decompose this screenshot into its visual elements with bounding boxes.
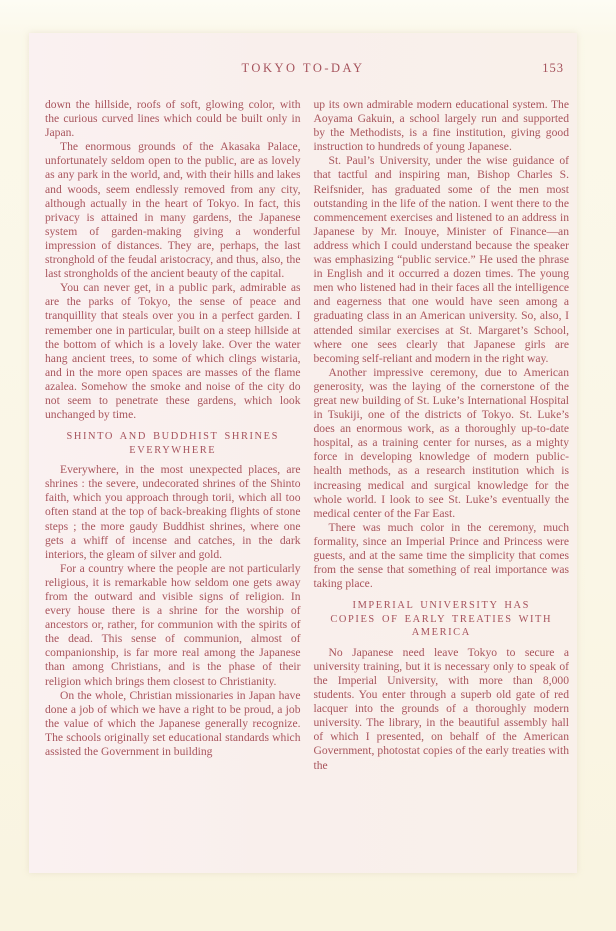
page-header: [29, 61, 577, 77]
column-right: [314, 98, 570, 773]
section-heading: SHINTO AND BUDDHIST SHRINES EVERYWHERE: [66, 431, 279, 456]
paragraph: up its own admirable modern educational system. The Aoyama Gakuin, a school largely run and supported by the Methodists, is a fine institution, giving good instruction to hundreds of young Japanese.: [313, 98, 569, 154]
paragraph: For a country where the people are not particularly religious, it is remarkable how seldom one gets away from the outward and visible signs of religion. In every house there is a shrine for the worship of ancestors or, rather, for communion with the spirits of the dead. This sense of communion, almost of companionship, is far more real among the Japanese than among Christians, and is the phase of their religion which brings them closest to Christianity.: [45, 561, 301, 688]
paragraph: No Japanese need leave Tokyo to secure a university training, but it is necessary only to speak of the Imperial University, with more than 8,000 students. You enter through a superb old gate of red lacquer into the grounds of a thoroughly modern university. The library, in the beautiful assembly hall of which I presented, on behalf of the American Government, photostat copies of the early treaties with the: [313, 645, 569, 772]
running-head: TOKYO TO-DAY: [241, 61, 365, 75]
paragraph: Another impressive ceremony, due to American generosity, was the laying of the cornerstone of the great new building of St. Luke’s International Hospital in Tsukiji, one of the districts of Tokyo. St. Luke’s does an enormous work, as a thoroughly up-to-date hospital, as a training center for nurses, as a mighty force in developing knowledge of modern public-health methods, as a research institution which is increasing medical and surgical knowledge for the whole world. I look to see St. Luke’s eventually the medical center of the Far East.: [313, 365, 569, 520]
paragraph: You can never get, in a public park, admirable as are the parks of Tokyo, the sense of peace and tranquillity that steals over you in a perfect garden. I remember one in particular, built on a steep hillside at the bottom of which is a lovely lake. Over the water hang ancient trees, to some of which clings wistaria, and in the more open spaces are masses of the flame azalea. Somehow the smoke and noise of the city do not seem to penetrate these gardens, which look unchanged by time.: [45, 281, 301, 422]
paragraph: On the whole, Christian missionaries in Japan have done a job of which we have a right to be proud, a job the value of which the Japanese generally recognize. The schools originally set educational standards which assisted the Government in building: [45, 688, 301, 759]
paragraph: The enormous grounds of the Akasaka Palace, unfortunately seldom open to the public, are as lovely as any park in the world, and, with their hills and lakes and woods, seem endlessly removed from any city, although actually in the heart of Tokyo. In fact, this privacy is attained in many gardens, the Japanese system of garden-making giving a wonderful impression of distances. They are, perhaps, the last stronghold of the feudal aristocracy, and thus, also, the last strongholds of the ancient beauty of the capital.: [45, 140, 301, 281]
page-number: 153: [542, 61, 564, 75]
section-heading: IMPERIAL UNIVERSITY HAS COPIES OF EARLY TREATIES WITH AMERICA: [330, 600, 553, 639]
book-page: [29, 33, 577, 873]
paragraph: down the hillside, roofs of soft, glowing color, with the curious curved lines which could be built only in Japan.: [45, 98, 301, 140]
column-left: [45, 98, 301, 773]
paragraph: St. Paul’s University, under the wise guidance of that tactful and inspiring man, Bishop Charles S. Reifsnider, has graduated some of the men most outstanding in the life of the nation. I went there to the commencement exercises and listened to an address in Japanese by Mr. Inouye, Minister of Finance—an address which I could understand because the speaker was emphasizing “public service.” He used the phrase in English and it occurred a dozen times. The young men who listened had in their faces all the intelligence and eagerness that one would have seen among a graduating class in an American university. So, also, I attended similar exercises at St. Margaret’s School, where one sees clearly that Japanese girls are becoming self-reliant and modern in the right way.: [313, 154, 569, 365]
text-columns: [29, 77, 577, 773]
paragraph: Everywhere, in the most unexpected places, are shrines : the severe, undecorated shrines of the Shinto faith, which you approach through torii, which all too often stand at the top of back-breaking flights of stone steps ; the more gaudy Buddhist shrines, where one gets a whiff of incense and catches, in the dark interiors, the gleam of silver and gold.: [45, 463, 301, 561]
paragraph: There was much color in the ceremony, much formality, since an Imperial Prince and Princess were guests, and at the same time the simplicity that comes from the sense that something of real importance was taking place.: [313, 520, 569, 591]
